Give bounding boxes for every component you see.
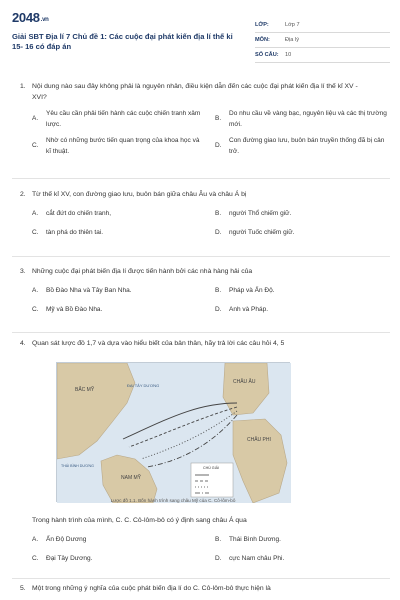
header (12, 8, 390, 64)
question-text: Một trong những ý nghĩa của cuộc phát biến địa lí do C. Cô-lôm-bô thực hiện là (32, 585, 271, 592)
option-b[interactable] (215, 209, 388, 220)
option-text: Pháp và Ấn Độ. (229, 286, 275, 294)
meta-value: Lớp 7 (285, 22, 300, 28)
meta-label: LỚP: (255, 22, 269, 28)
question-number: 1. (20, 83, 26, 90)
question-text: Trong hành trình của mình, C. C. Cô-lôm-bô có ý định sang châu Á qua (32, 517, 247, 524)
logo-text: 2048 (12, 10, 40, 25)
label-europe: CHÂU ÂU (233, 379, 256, 385)
question-stem (12, 516, 388, 527)
option-a[interactable] (32, 286, 205, 297)
option-letter: D. (215, 555, 222, 562)
option-c[interactable] (32, 305, 205, 316)
option-text: Anh và Pháp. (229, 306, 269, 313)
option-a[interactable] (32, 535, 205, 546)
option-letter: A. (32, 535, 39, 543)
map-caption: Lược đồ 1.1. Bốn hành trình sang châu Mỹ của C. Cô-lôm-bô (110, 498, 236, 503)
option-letter: D. (215, 142, 222, 150)
option-text: người Thổ chiếm giữ. (229, 209, 292, 217)
option-letter: D. (215, 306, 222, 313)
option-c[interactable] (32, 228, 205, 239)
option-text: tàn phá do thiên tai. (46, 229, 104, 236)
question-text: Quan sát lược đồ 1,7 và dựa vào hiểu biết của bản thân, hãy trả lời các câu hỏi 4, 5 (32, 340, 285, 347)
option-text: Đại Tây Dương. (46, 555, 93, 562)
option-a[interactable] (32, 109, 205, 130)
meta-value: 10 (285, 52, 292, 58)
option-text: Yêu cầu cần phải tiến hành các cuộc chiến tranh xâm lược. (46, 110, 201, 128)
option-b[interactable] (215, 109, 388, 130)
option-text: Do nhu cầu về vàng bạc, nguyên liệu và các thị trường mới. (229, 110, 387, 128)
meta-row-count (255, 48, 390, 63)
question-5 (12, 584, 388, 595)
option-text: Thái Bình Dương. (229, 535, 281, 543)
divider (12, 332, 390, 333)
option-letter: B. (215, 115, 222, 123)
options-grid (32, 109, 388, 157)
option-c[interactable] (32, 136, 205, 157)
divider (12, 256, 390, 257)
option-letter: C. (32, 555, 39, 562)
question-stem (12, 82, 388, 103)
option-letter: C. (32, 142, 39, 150)
logo-suffix: .vn (40, 17, 49, 23)
voyage-map (56, 362, 290, 502)
question-3 (12, 267, 388, 316)
question-number: 4. (20, 340, 26, 347)
question-text: Những cuộc đại phát biến địa lí được tiến hành bởi các nhà hàng hải của (32, 268, 253, 275)
question-stem (12, 339, 388, 350)
option-letter: B. (215, 535, 222, 543)
page-title: Giải SBT Địa lí 7 Chủ đề 1: Các cuộc đại phát kiến địa lí thế kỉ 15- 16 có đáp án (12, 32, 233, 51)
option-letter: C. (32, 306, 39, 313)
option-letter: B. (215, 209, 222, 217)
site-logo[interactable] (12, 10, 49, 25)
option-d[interactable] (215, 305, 388, 316)
question-stem (12, 267, 388, 278)
meta-label: SỐ CÂU: (255, 52, 279, 58)
question-4-sub (12, 516, 388, 565)
option-text: Bồ Đào Nha và Tây Ban Nha. (46, 286, 132, 294)
option-text: Mỹ và Bồ Đào Nha. (46, 306, 103, 313)
option-letter: A. (32, 115, 39, 123)
option-b[interactable] (215, 535, 388, 546)
meta-value: Địa lý (285, 37, 299, 43)
option-d[interactable] (215, 554, 388, 565)
options-grid (32, 535, 388, 565)
question-1 (12, 82, 388, 157)
option-letter: C. (32, 229, 39, 236)
option-letter: A. (32, 286, 39, 294)
option-d[interactable] (215, 136, 388, 157)
question-stem (12, 190, 388, 201)
option-a[interactable] (32, 209, 205, 220)
question-stem (12, 584, 388, 595)
map-graphic (57, 363, 291, 503)
option-b[interactable] (215, 286, 388, 297)
option-letter: A. (32, 209, 39, 217)
question-number: 5. (20, 585, 26, 592)
legend-title: CHÚ GIẢI (203, 466, 219, 470)
question-number: 2. (20, 191, 26, 198)
option-text: cực Nam châu Phi. (229, 555, 285, 562)
option-letter: B. (215, 286, 222, 294)
option-d[interactable] (215, 228, 388, 239)
question-number (12, 516, 32, 527)
options-grid (32, 209, 388, 239)
question-number: 3. (20, 268, 26, 275)
worksheet-page (12, 8, 390, 600)
option-text: Con đường giao lưu, buôn bán truyền thống đã bị cản trở. (229, 137, 385, 155)
meta-row-class (255, 18, 390, 33)
label-south-america: NAM MỸ (121, 475, 141, 481)
option-text: người Tuốc chiếm giữ. (229, 229, 295, 236)
options-grid (32, 286, 388, 316)
option-c[interactable] (32, 554, 205, 565)
divider (12, 178, 390, 179)
meta-row-subject (255, 33, 390, 48)
option-text: cắt đứt do chiến tranh, (46, 209, 112, 217)
label-africa: CHÂU PHI (247, 437, 271, 443)
question-4 (12, 339, 388, 350)
divider (12, 578, 390, 579)
question-text: Nội dung nào sau đây không phải là nguyên nhân, điều kiện dẫn đến các cuộc đại phát kiến địa lí thế kỉ XV - XVI? (32, 83, 358, 101)
meta-table (255, 18, 390, 63)
meta-label: MÔN: (255, 37, 270, 43)
option-text: Nhờ có những bước tiến quan trọng của khoa học và kĩ thuật. (46, 137, 200, 155)
question-2 (12, 190, 388, 239)
option-text: Ấn Độ Dương (46, 535, 87, 543)
question-text: Từ thế kỉ XV, con đường giao lưu, buôn bán giữa châu Âu và châu Á bị (32, 191, 247, 198)
option-letter: D. (215, 229, 222, 236)
label-pacific: THÁI BÌNH DƯƠNG (61, 464, 94, 468)
label-north-america: BẮC MỸ (75, 387, 95, 393)
label-atlantic: ĐẠI TÂY DƯƠNG (127, 383, 160, 388)
